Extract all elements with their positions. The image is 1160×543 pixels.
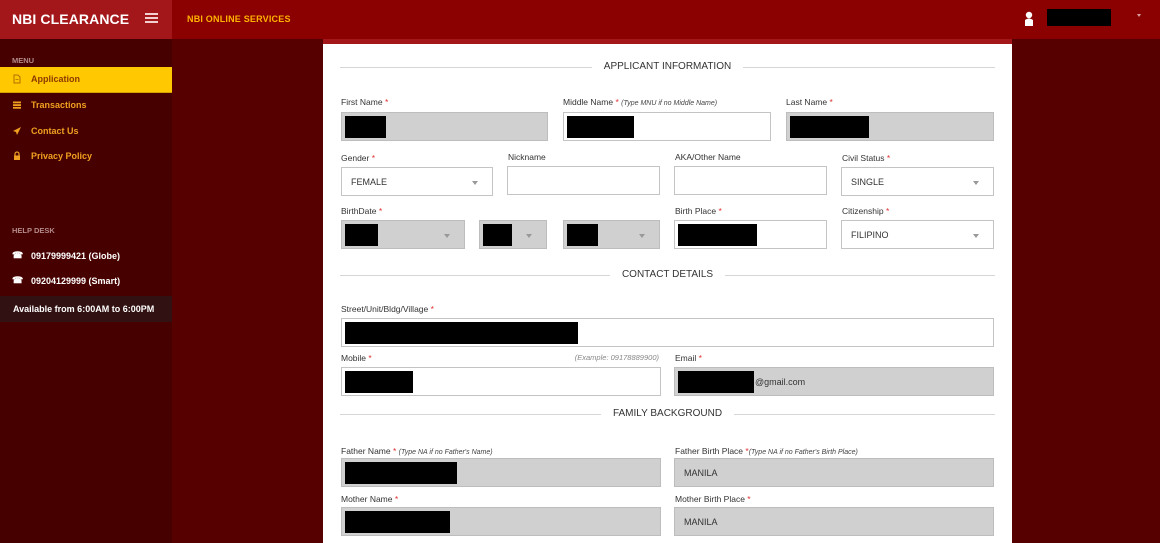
menu-heading: MENU — [12, 56, 35, 65]
help-item-smart — [0, 268, 172, 293]
help-item-label: 09179999421 (Globe) — [31, 250, 121, 261]
sidebar-item-label: Application — [31, 74, 80, 85]
phone-icon: ☎ — [12, 275, 24, 285]
aka-label: AKA/Other Name — [675, 152, 741, 162]
middle-name-label: Middle Name * (Type MNU if no Middle Name) — [563, 97, 718, 107]
section-title: CONTACT DETAILS — [610, 269, 725, 280]
chevron-down-icon — [444, 234, 450, 238]
lock-icon — [12, 151, 22, 161]
sidebar-item-transactions[interactable] — [0, 93, 172, 119]
mother-birth-place-field[interactable]: MANILA — [674, 507, 994, 536]
sidebar-menu — [0, 67, 172, 169]
birthdate-label: BirthDate * — [341, 206, 383, 216]
brand-title[interactable]: NBI CLEARANCE — [12, 11, 130, 27]
section-contact-details — [340, 269, 995, 281]
section-title: APPLICANT INFORMATION — [592, 61, 743, 72]
citizenship-select[interactable]: FILIPINO — [841, 220, 994, 249]
mother-name-label: Mother Name * — [341, 494, 399, 504]
birth-place-field[interactable] — [674, 220, 827, 249]
sidebar-item-privacy-policy[interactable] — [0, 144, 172, 170]
father-birth-place-label: Father Birth Place *(Type NA if no Father's Birth Place) — [675, 446, 858, 456]
email-field[interactable]: @gmail.com — [674, 367, 994, 396]
phone-icon: ☎ — [12, 250, 24, 260]
chevron-down-icon — [973, 234, 979, 238]
first-name-field[interactable] — [341, 112, 548, 141]
top-header — [0, 0, 1160, 39]
sidebar-item-label: Privacy Policy — [31, 151, 93, 162]
street-field[interactable] — [341, 318, 994, 347]
chevron-down-icon[interactable] — [1137, 14, 1141, 17]
section-family-background — [340, 408, 995, 420]
sidebar-item-application[interactable] — [0, 67, 172, 93]
father-name-field[interactable] — [341, 458, 661, 487]
mother-name-field[interactable] — [341, 507, 661, 536]
sidebar — [0, 39, 172, 543]
chevron-down-icon — [973, 181, 979, 185]
sidebar-item-contact-us[interactable] — [0, 118, 172, 144]
citizenship-label: Citizenship * — [842, 206, 890, 216]
send-icon — [12, 126, 22, 136]
help-desk-heading: HELP DESK — [12, 226, 55, 235]
user-icon[interactable] — [1024, 10, 1034, 28]
help-item-globe — [0, 243, 172, 268]
brand-block — [0, 0, 172, 39]
civil-status-select[interactable]: SINGLE — [841, 167, 994, 196]
father-name-label: Father Name * (Type NA if no Father's Name) — [341, 446, 493, 456]
user-name-redacted[interactable] — [1047, 9, 1111, 26]
help-item-label: 09204129999 (Smart) — [31, 275, 121, 286]
last-name-field[interactable] — [786, 112, 994, 141]
application-form — [323, 44, 1012, 543]
chevron-down-icon — [639, 234, 645, 238]
hamburger-menu-icon[interactable] — [145, 13, 158, 24]
email-label: Email * — [675, 353, 702, 363]
sidebar-item-label: Transactions — [31, 100, 87, 111]
section-title: FAMILY BACKGROUND — [601, 408, 734, 419]
section-applicant-information — [340, 61, 995, 73]
mobile-label: Mobile * — [341, 353, 372, 363]
gender-select[interactable]: FEMALE — [341, 167, 493, 196]
aka-field[interactable] — [674, 166, 827, 195]
civil-status-label: Civil Status * — [842, 153, 891, 163]
first-name-label: First Name * — [341, 97, 389, 107]
help-desk-list — [0, 243, 172, 293]
help-desk-hours: Available from 6:00AM to 6:00PM — [0, 296, 172, 322]
middle-name-field[interactable] — [563, 112, 771, 141]
gender-label: Gender * — [341, 153, 376, 163]
birth-place-label: Birth Place * — [675, 206, 722, 216]
father-birth-place-field[interactable]: MANILA — [674, 458, 994, 487]
document-icon — [12, 74, 22, 84]
nickname-label: Nickname — [508, 152, 546, 162]
chevron-down-icon — [526, 234, 532, 238]
birth-month-select[interactable] — [341, 220, 465, 249]
nav-title[interactable]: NBI ONLINE SERVICES — [187, 14, 291, 24]
sidebar-item-label: Contact Us — [31, 125, 79, 136]
chevron-down-icon — [472, 181, 478, 185]
street-label: Street/Unit/Bldg/Village * — [341, 304, 434, 314]
last-name-label: Last Name * — [786, 97, 833, 107]
mother-birth-place-label: Mother Birth Place * — [675, 494, 751, 504]
birth-year-select[interactable] — [563, 220, 660, 249]
mobile-hint: (Example: 09178889900) — [574, 353, 659, 362]
birth-day-select[interactable] — [479, 220, 547, 249]
mobile-field[interactable] — [341, 367, 661, 396]
list-icon — [12, 100, 22, 110]
nickname-field[interactable] — [507, 166, 660, 195]
